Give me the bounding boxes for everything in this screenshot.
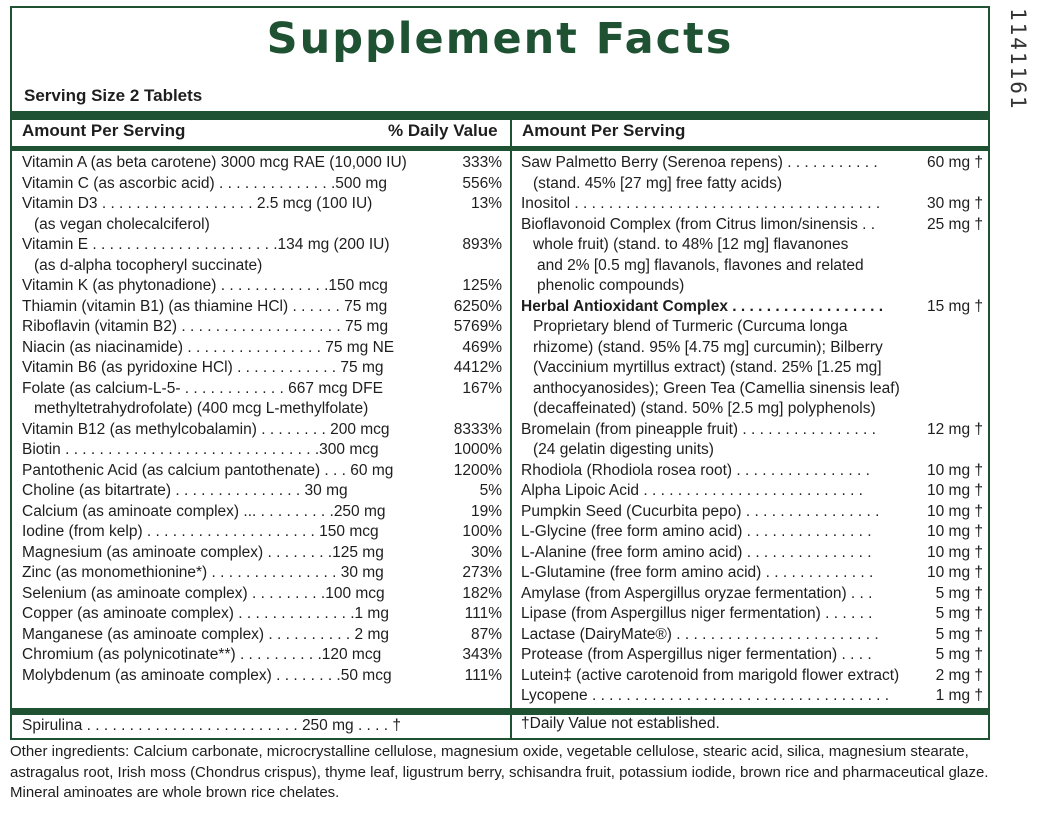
nutrient-amount: 10 mg † [926,543,983,561]
panel-title: Supplement Facts [266,14,734,64]
nutrient-name: Calcium (as aminoate complex) ... . . . . . . . . .250 mg [22,502,386,520]
nutrient-row [22,317,502,338]
nutrient-name: Selenium (as aminoate complex) . . . . . . . . .100 mcg [22,584,385,602]
daily-value: 19% [470,502,502,520]
left-dv-header: % Daily Value [388,121,498,140]
daily-value: 8333% [453,420,502,438]
lot-code: 1141161 [1006,8,1030,111]
nutrient-row [22,502,502,523]
daily-value: 893% [462,236,502,253]
nutrient-name: Chromium (as polynicotinate**) . . . . . . . . . .120 mcg [22,646,382,663]
nutrient-row [521,194,983,215]
daily-value: 111% [464,605,502,622]
nutrient-amount: 60 mg † [926,154,983,171]
nutrient-amount: 5 mg † [935,605,983,622]
nutrient-row [521,338,983,359]
nutrient-row [22,256,502,277]
nutrient-name: Biotin . . . . . . . . . . . . . . . . . . . . . . . . . . . . . .300 mcg [22,441,379,458]
nutrient-name: Lycopene . . . . . . . . . . . . . . . . . . . . . . . . . . . . . . . . . . . [521,687,890,704]
nutrient-row [22,215,502,236]
nutrient-row [22,399,502,420]
header-divider [12,111,988,120]
nutrient-name: and 2% [0.5 mg] flavanols, flavones and related [537,256,864,274]
left-bottom-divider [12,708,510,715]
nutrient-row [521,358,983,379]
nutrient-row [521,666,983,687]
daily-value: 4412% [453,359,502,376]
nutrient-name: Proprietary blend of Turmeric (Curcuma longa [533,318,848,335]
nutrient-name: Alpha Lipoic Acid . . . . . . . . . . . . . . . . . . . . . . . . . . [521,482,863,499]
nutrient-row [22,543,502,564]
nutrient-row [521,235,983,256]
nutrient-row [22,461,502,482]
daily-value: 182% [462,584,502,602]
daily-value: 13% [470,195,502,212]
nutrient-amount: 10 mg † [926,461,983,479]
nutrient-row [521,256,983,277]
nutrient-row [521,686,983,707]
nutrient-row [521,297,983,318]
daily-value: 6250% [453,297,502,315]
spirulina-row [22,716,502,737]
nutrient-name: Inositol . . . . . . . . . . . . . . . . . . . . . . . . . . . . . . . . . . . . [521,195,881,212]
spirulina-label: Spirulina . . . . . . . . . . . . . . . . . . . . . . . . . 250 mg . . . . † [22,717,402,734]
nutrient-name: Thiamin (vitamin B1) (as thiamine HCl) . . . . . . 75 mg [22,297,388,315]
nutrient-name: Herbal Antioxidant Complex . . . . . . . . . . . . . . . . . . [521,297,884,315]
nutrient-amount: 5 mg † [935,625,983,643]
nutrient-row [521,379,983,400]
nutrient-row [521,522,983,543]
nutrient-row [22,645,502,666]
nutrient-name: Vitamin C (as ascorbic acid) . . . . . . . . . . . . . .500 mg [22,174,387,192]
nutrient-name: (24 gelatin digesting units) [533,441,714,458]
nutrient-row [521,276,983,297]
nutrient-row [22,358,502,379]
nutrient-name: Bromelain (from pineapple fruit) . . . . . . . . . . . . . . . . [521,420,876,438]
nutrient-name: Pumpkin Seed (Cucurbita pepo) . . . . . . . . . . . . . . . . [521,502,880,520]
nutrient-name: Iodine (from kelp) . . . . . . . . . . . . . . . . . . . . 150 mcg [22,523,379,540]
nutrient-amount: 5 mg † [935,646,983,663]
nutrient-row [22,338,502,359]
nutrient-row [521,440,983,461]
nutrient-amount: 10 mg † [926,523,983,540]
nutrient-name: Molybdenum (as aminoate complex) . . . . . . . .50 mcg [22,666,392,684]
nutrient-row [22,440,502,461]
nutrient-row [22,153,502,174]
serving-size: Serving Size 2 Tablets [24,86,203,105]
nutrient-amount: 25 mg † [926,215,983,233]
nutrient-name: Magnesium (as aminoate complex) . . . . . . . .125 mg [22,543,384,561]
nutrient-name: Copper (as aminoate complex) . . . . . . . . . . . . . .1 mg [22,605,389,622]
nutrient-row [521,604,983,625]
daily-value: 343% [462,646,502,663]
nutrient-row [22,297,502,318]
nutrient-amount: 1 mg † [935,687,983,704]
nutrient-name: Lipase (from Aspergillus niger fermentation) . . . . . . [521,605,873,622]
nutrient-row [521,461,983,482]
nutrient-name: (as d-alpha tocopheryl succinate) [34,256,263,274]
nutrient-amount: 5 mg † [935,584,983,602]
nutrient-row [22,420,502,441]
nutrient-name: whole fruit) (stand. to 48% [12 mg] flavanones [533,236,849,253]
nutrient-name: Niacin (as niacinamide) . . . . . . . . . . . . . . . . 75 mg NE [22,338,395,356]
nutrient-row [521,215,983,236]
nutrient-name: Vitamin A (as beta carotene) 3000 mcg RAE (10,000 IU) [22,154,407,171]
nutrient-amount: 10 mg † [926,502,983,520]
nutrient-name: Saw Palmetto Berry (Serenoa repens) . . . . . . . . . . . [521,154,878,171]
daily-value: 469% [462,338,502,356]
daily-value: 1200% [453,461,502,479]
nutrient-name: rhizome) (stand. 95% [4.75 mg] curcumin); Bilberry [533,338,883,356]
nutrient-row [521,563,983,584]
left-amount-header: Amount Per Serving [22,121,186,140]
nutrient-row [521,174,983,195]
daily-value: 167% [462,379,502,397]
nutrient-name: Zinc (as monomethionine*) . . . . . . . . . . . . . . . 30 mg [22,564,384,581]
right-subheader-divider [512,146,988,151]
daily-value: 30% [470,543,502,561]
dv-note: †Daily Value not established. [521,715,720,732]
nutrient-name: (Vaccinium myrtillus extract) (stand. 25% [1.25 mg] [533,359,882,376]
nutrient-row [22,625,502,646]
nutrient-row [22,379,502,400]
nutrient-name: Lactase (DairyMate®) . . . . . . . . . . . . . . . . . . . . . . . . [521,625,879,643]
left-subheader-divider [12,146,510,151]
nutrient-row [521,153,983,174]
nutrient-name: Vitamin K (as phytonadione) . . . . . . . . . . . . .150 mcg [22,277,388,294]
daily-value: 1000% [453,441,502,458]
nutrient-name: Rhodiola (Rhodiola rosea root) . . . . . . . . . . . . . . . . [521,461,870,479]
nutrient-name: (decaffeinated) (stand. 50% [2.5 mg] polyphenols) [533,400,876,417]
daily-value: 273% [462,564,502,581]
nutrient-row [521,584,983,605]
daily-value: 111% [464,666,502,684]
other-ingredients: Other ingredients: Calcium carbonate, microcrystalline cellulose, magnesium oxide, vegetable cellulose, stearic acid, silica, magnesium stearate, astragalus root, Irish moss (Chondrus crispus), thyme leaf, ligustrum berry, schisandra fruit, potassium iodide, brown rice and pharmaceutical glaze. Mineral aminoates are whole brown rice chelates. [10,743,989,801]
nutrient-name: Lutein‡ (active carotenoid from marigold flower extract) [521,666,900,684]
nutrient-row [521,317,983,338]
nutrient-row [521,543,983,564]
nutrient-name: Folate (as calcium-L-5- . . . . . . . . . . . . 667 mcg DFE [22,379,383,397]
daily-value: 87% [470,625,502,643]
daily-value: 100% [462,523,502,540]
supplement-facts-panel [10,6,990,740]
nutrient-name: Amylase (from Aspergillus oryzae fermentation) . . . [521,584,873,602]
nutrient-name: Vitamin B6 (as pyridoxine HCl) . . . . . . . . . . . . 75 mg [22,359,384,376]
nutrient-name: methyltetrahydrofolate) (400 mcg L-methylfolate) [34,400,369,417]
daily-value: 5769% [453,318,502,335]
nutrient-name: L-Glycine (free form amino acid) . . . . . . . . . . . . . . . [521,523,872,540]
nutrient-name: L-Alanine (free form amino acid) . . . . . . . . . . . . . . . [521,543,872,561]
daily-value: 125% [462,277,502,294]
nutrient-name: Riboflavin (vitamin B2) . . . . . . . . . . . . . . . . . . . 75 mg [22,318,389,335]
nutrient-row [521,399,983,420]
nutrient-amount: 12 mg † [926,420,983,438]
nutrient-row [521,481,983,502]
nutrient-row [22,522,502,543]
nutrient-name: L-Glutamine (free form amino acid) . . . . . . . . . . . . . [521,564,874,581]
daily-value: 556% [462,174,502,192]
nutrient-name: Vitamin B12 (as methylcobalamin) . . . . . . . . 200 mcg [22,420,390,438]
daily-value: 333% [462,154,502,171]
nutrient-row [22,235,502,256]
nutrient-row [22,666,502,687]
nutrient-row [22,276,502,297]
nutrient-row [22,604,502,625]
nutrient-name: phenolic compounds) [537,277,685,294]
nutrient-row [22,194,502,215]
right-amount-header: Amount Per Serving [522,121,686,140]
right-ingredient-list [521,153,983,707]
nutrient-row [521,645,983,666]
daily-value: 5% [479,482,502,499]
nutrient-row [22,563,502,584]
nutrient-row [22,174,502,195]
nutrient-amount: 30 mg † [926,195,983,212]
nutrient-row [22,481,502,502]
nutrient-name: Protease (from Aspergillus niger fermentation) . . . . [521,646,872,663]
nutrient-name: Vitamin E . . . . . . . . . . . . . . . . . . . . . .134 mg (200 IU) [22,236,390,253]
nutrient-amount: 2 mg † [935,666,983,684]
nutrient-amount: 10 mg † [926,482,983,499]
nutrient-name: Bioflavonoid Complex (from Citrus limon/sinensis . . [521,215,876,233]
dv-footnote [521,714,983,735]
nutrient-name: Vitamin D3 . . . . . . . . . . . . . . . . . . 2.5 mcg (100 IU) [22,195,373,212]
nutrient-amount: 10 mg † [926,564,983,581]
nutrient-row [521,420,983,441]
left-nutrient-list [22,153,502,686]
nutrient-name: (as vegan cholecalciferol) [34,215,210,233]
nutrient-name: Manganese (as aminoate complex) . . . . . . . . . . 2 mg [22,625,389,643]
nutrient-row [521,625,983,646]
nutrient-name: anthocyanosides); Green Tea (Camellia sinensis leaf) [533,379,900,397]
nutrient-name: (stand. 45% [27 mg] free fatty acids) [533,174,782,192]
nutrient-name: Choline (as bitartrate) . . . . . . . . . . . . . . . 30 mg [22,482,348,499]
nutrient-row [22,584,502,605]
nutrient-name: Pantothenic Acid (as calcium pantothenate) . . . 60 mg [22,461,394,479]
column-divider [510,120,512,740]
nutrient-row [521,502,983,523]
nutrient-amount: 15 mg † [926,297,983,315]
